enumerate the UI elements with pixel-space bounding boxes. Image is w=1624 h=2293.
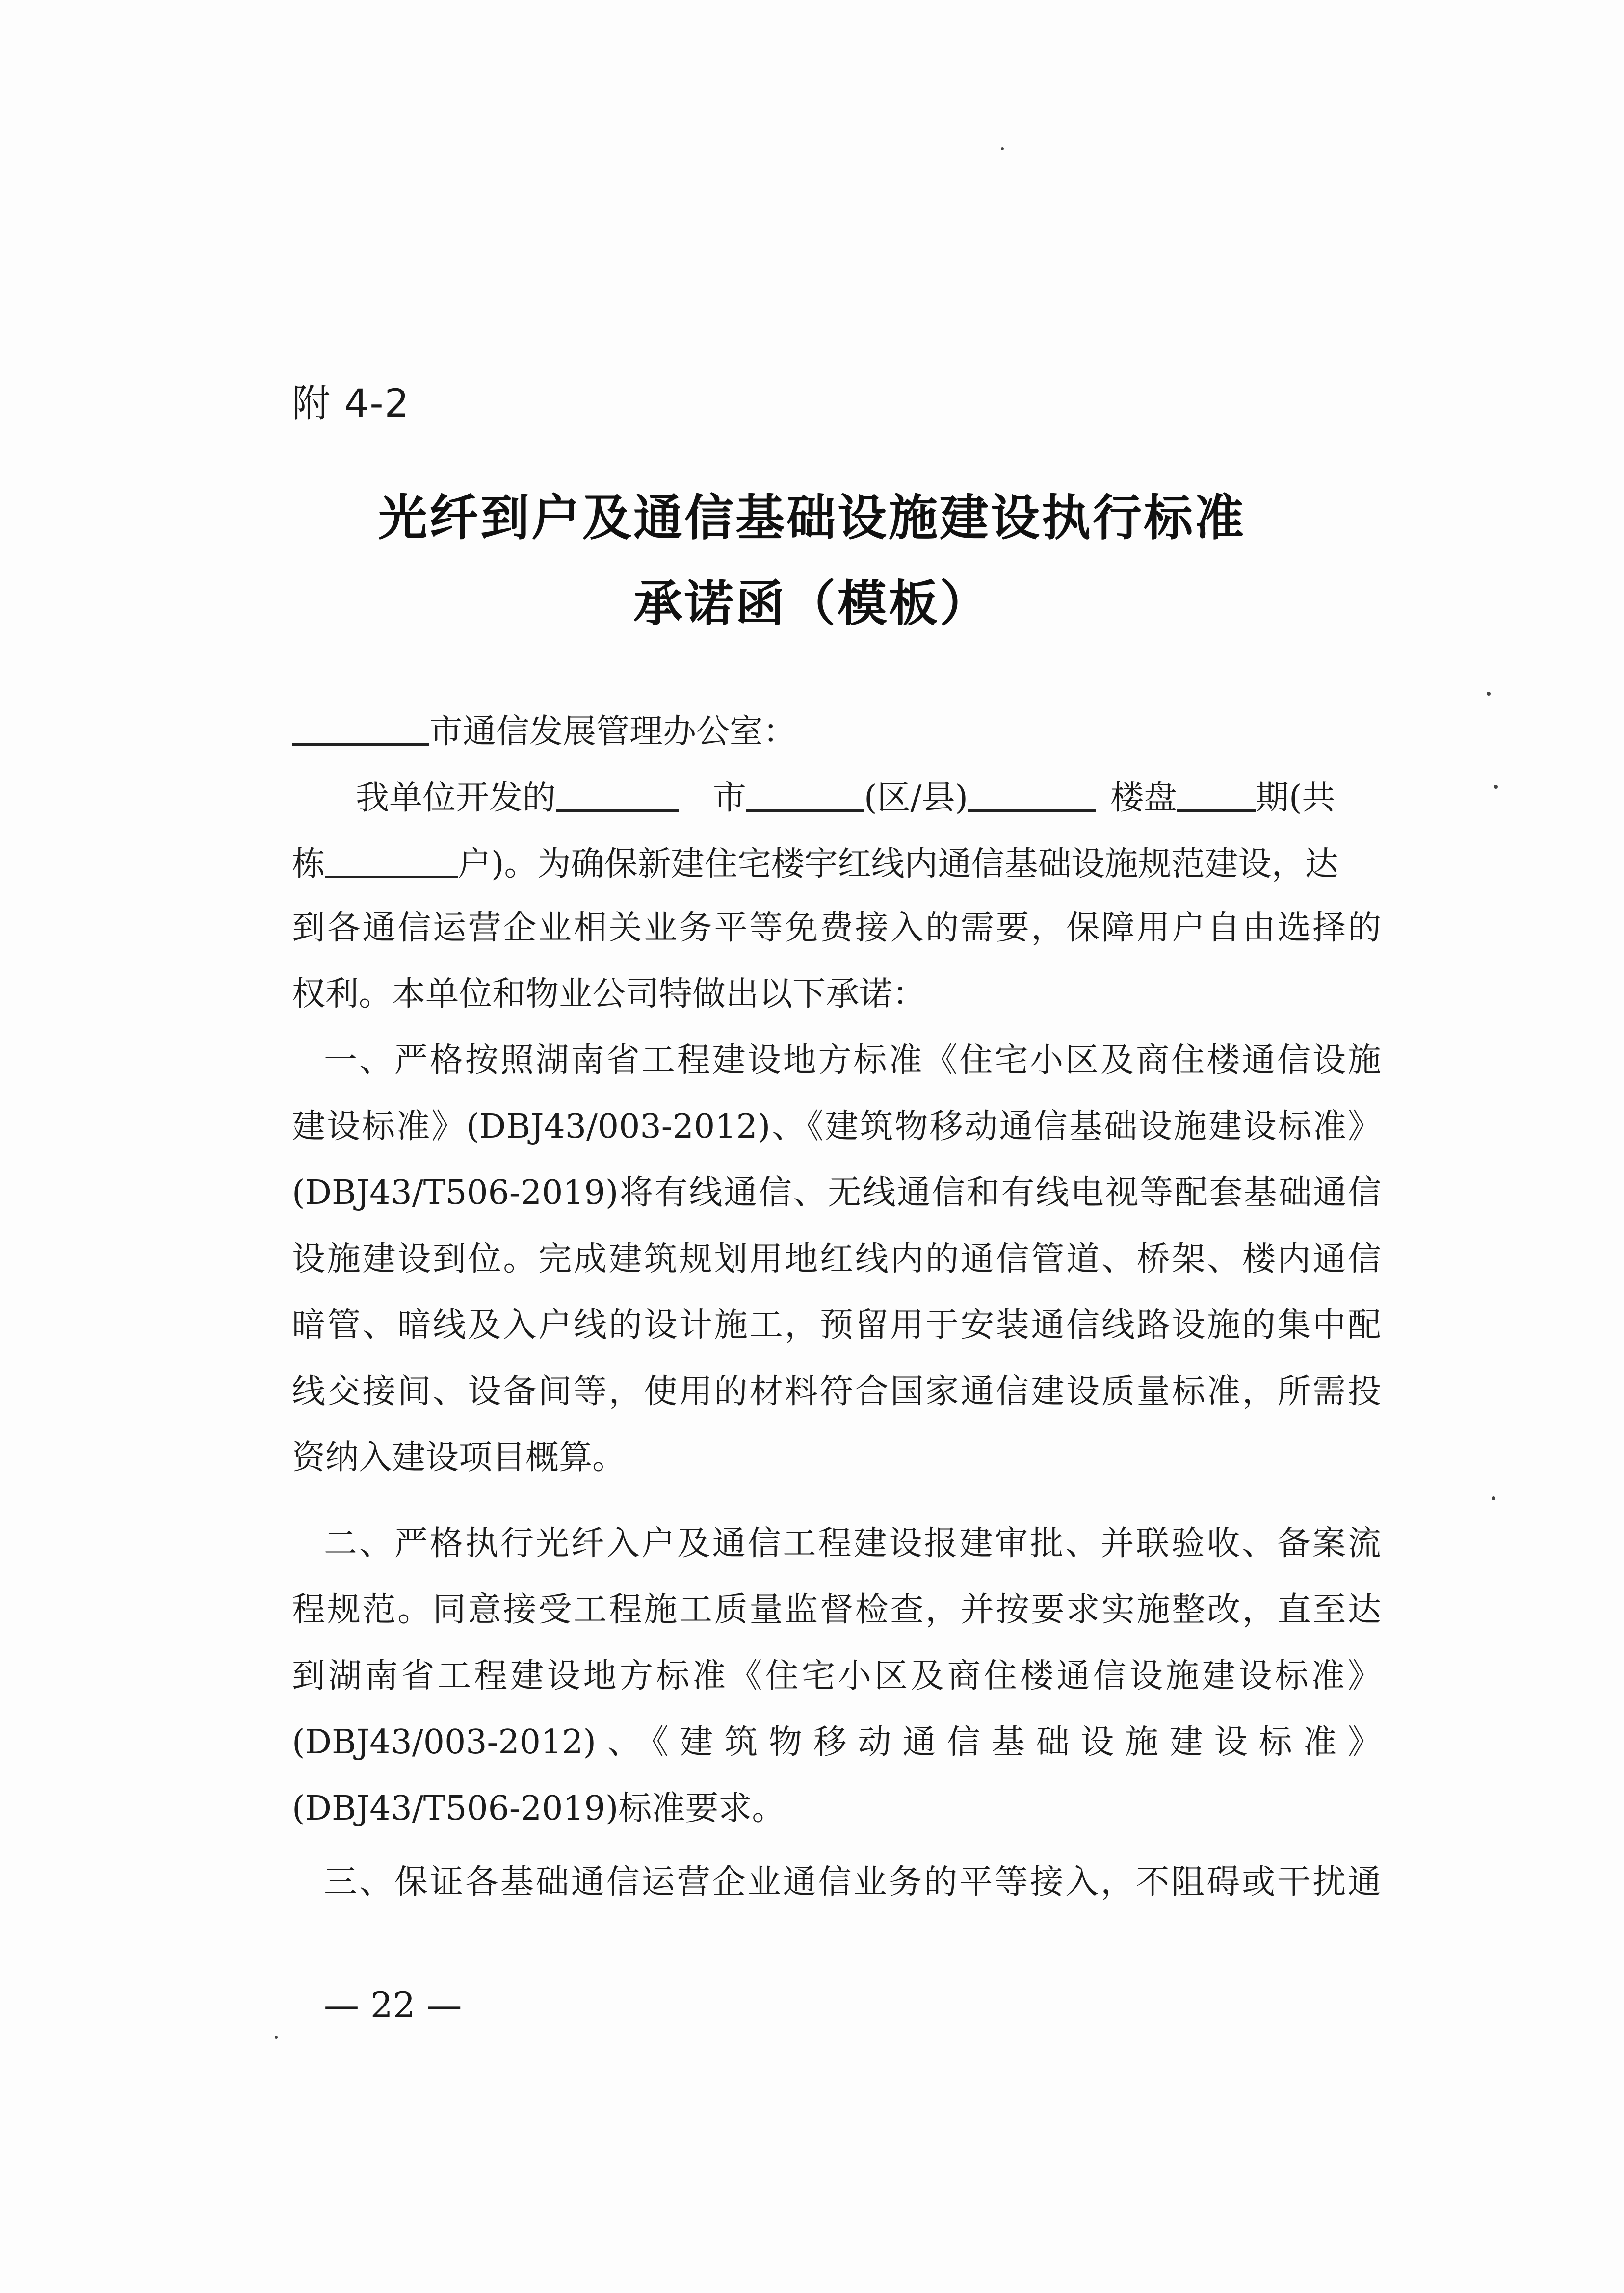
city-blank bbox=[292, 709, 429, 746]
scan-speck bbox=[1487, 692, 1491, 696]
scan-speck bbox=[275, 2036, 278, 2039]
item1-line-6: 线交接间、设备间等，使用的材料符合国家通信建设质量标准，所需投 bbox=[292, 1372, 1381, 1411]
attachment-label: 附 4-2 bbox=[292, 382, 410, 426]
item2-line-1: 二、严格执行光纤入户及通信工程建设报建审批、并联验收、备案流 bbox=[324, 1524, 1381, 1563]
item2-line-2: 程规范。同意接受工程施工质量监督检查，并按要求实施整改，直至达 bbox=[292, 1590, 1381, 1629]
item1-line-5: 暗管、暗线及入户线的设计施工，预留用于安装通信线路设施的集中配 bbox=[292, 1306, 1381, 1345]
district-blank bbox=[746, 775, 864, 812]
item1-line-7: 资纳入建设项目概算。 bbox=[292, 1438, 626, 1477]
document-title-line-2: 承诺函（模板） bbox=[633, 575, 991, 632]
city-name-blank bbox=[556, 775, 679, 812]
intro-line-3: 到各通信运营企业相关业务平等免费接入的需要，保障用户自由选择的 bbox=[292, 909, 1381, 947]
item1-line-1: 一、严格按照湖南省工程建设地方标准《住宅小区及商住楼通信设施 bbox=[324, 1041, 1381, 1080]
building-count-blank bbox=[325, 841, 458, 878]
scan-speck bbox=[1001, 147, 1004, 150]
intro-seg-6: 栋 bbox=[292, 845, 326, 884]
item1-line-4: 设施建设到位。完成建筑规划用地红线内的通信管道、桥架、楼内通信 bbox=[292, 1240, 1381, 1278]
item2-line-5: (DBJ43/T506-2019)标准要求。 bbox=[292, 1789, 786, 1828]
addressee-text: 市通信发展管理办公室： bbox=[429, 712, 797, 751]
intro-line-2 bbox=[292, 841, 1381, 885]
intro-seg-1: 我单位开发的 bbox=[356, 779, 556, 817]
phase-blank bbox=[1177, 775, 1256, 812]
item1-line-3: (DBJ43/T506-2019)将有线通信、无线通信和有线电视等配套基础通信 bbox=[292, 1173, 1381, 1212]
document-title-line-1: 光纤到户及通信基础设施建设执行标准 bbox=[378, 489, 1246, 547]
estate-blank bbox=[968, 775, 1096, 812]
item2-line-4: (DBJ43/003-2012)、《建筑物移动通信基础设施建设标准》 bbox=[292, 1723, 1381, 1762]
scan-speck bbox=[1494, 785, 1498, 789]
intro-line-4: 权利。本单位和物业公司特做出以下承诺： bbox=[292, 975, 926, 1014]
intro-line-1 bbox=[292, 775, 1381, 819]
addressee-line bbox=[292, 709, 1381, 753]
page-number: — 22 — bbox=[324, 1984, 462, 2026]
intro-seg-3: (区/县) bbox=[864, 779, 969, 817]
intro-seg-2: 市 bbox=[713, 779, 747, 817]
intro-seg-7: 户)。为确保新建住宅楼宇红线内通信基础设施规范建设，达 bbox=[458, 845, 1338, 884]
scan-speck bbox=[1492, 1496, 1495, 1500]
item1-line-2: 建设标准》(DBJ43/003-2012)、《建筑物移动通信基础设施建设标准》 bbox=[292, 1107, 1381, 1146]
intro-seg-4: 楼盘 bbox=[1110, 779, 1178, 817]
item2-line-3: 到湖南省工程建设地方标准《住宅小区及商住楼通信设施建设标准》 bbox=[292, 1657, 1381, 1695]
item3-line-1: 三、保证各基础通信运营企业通信业务的平等接入，不阻碍或干扰通 bbox=[324, 1863, 1381, 1902]
intro-seg-5: 期(共 bbox=[1256, 779, 1336, 817]
